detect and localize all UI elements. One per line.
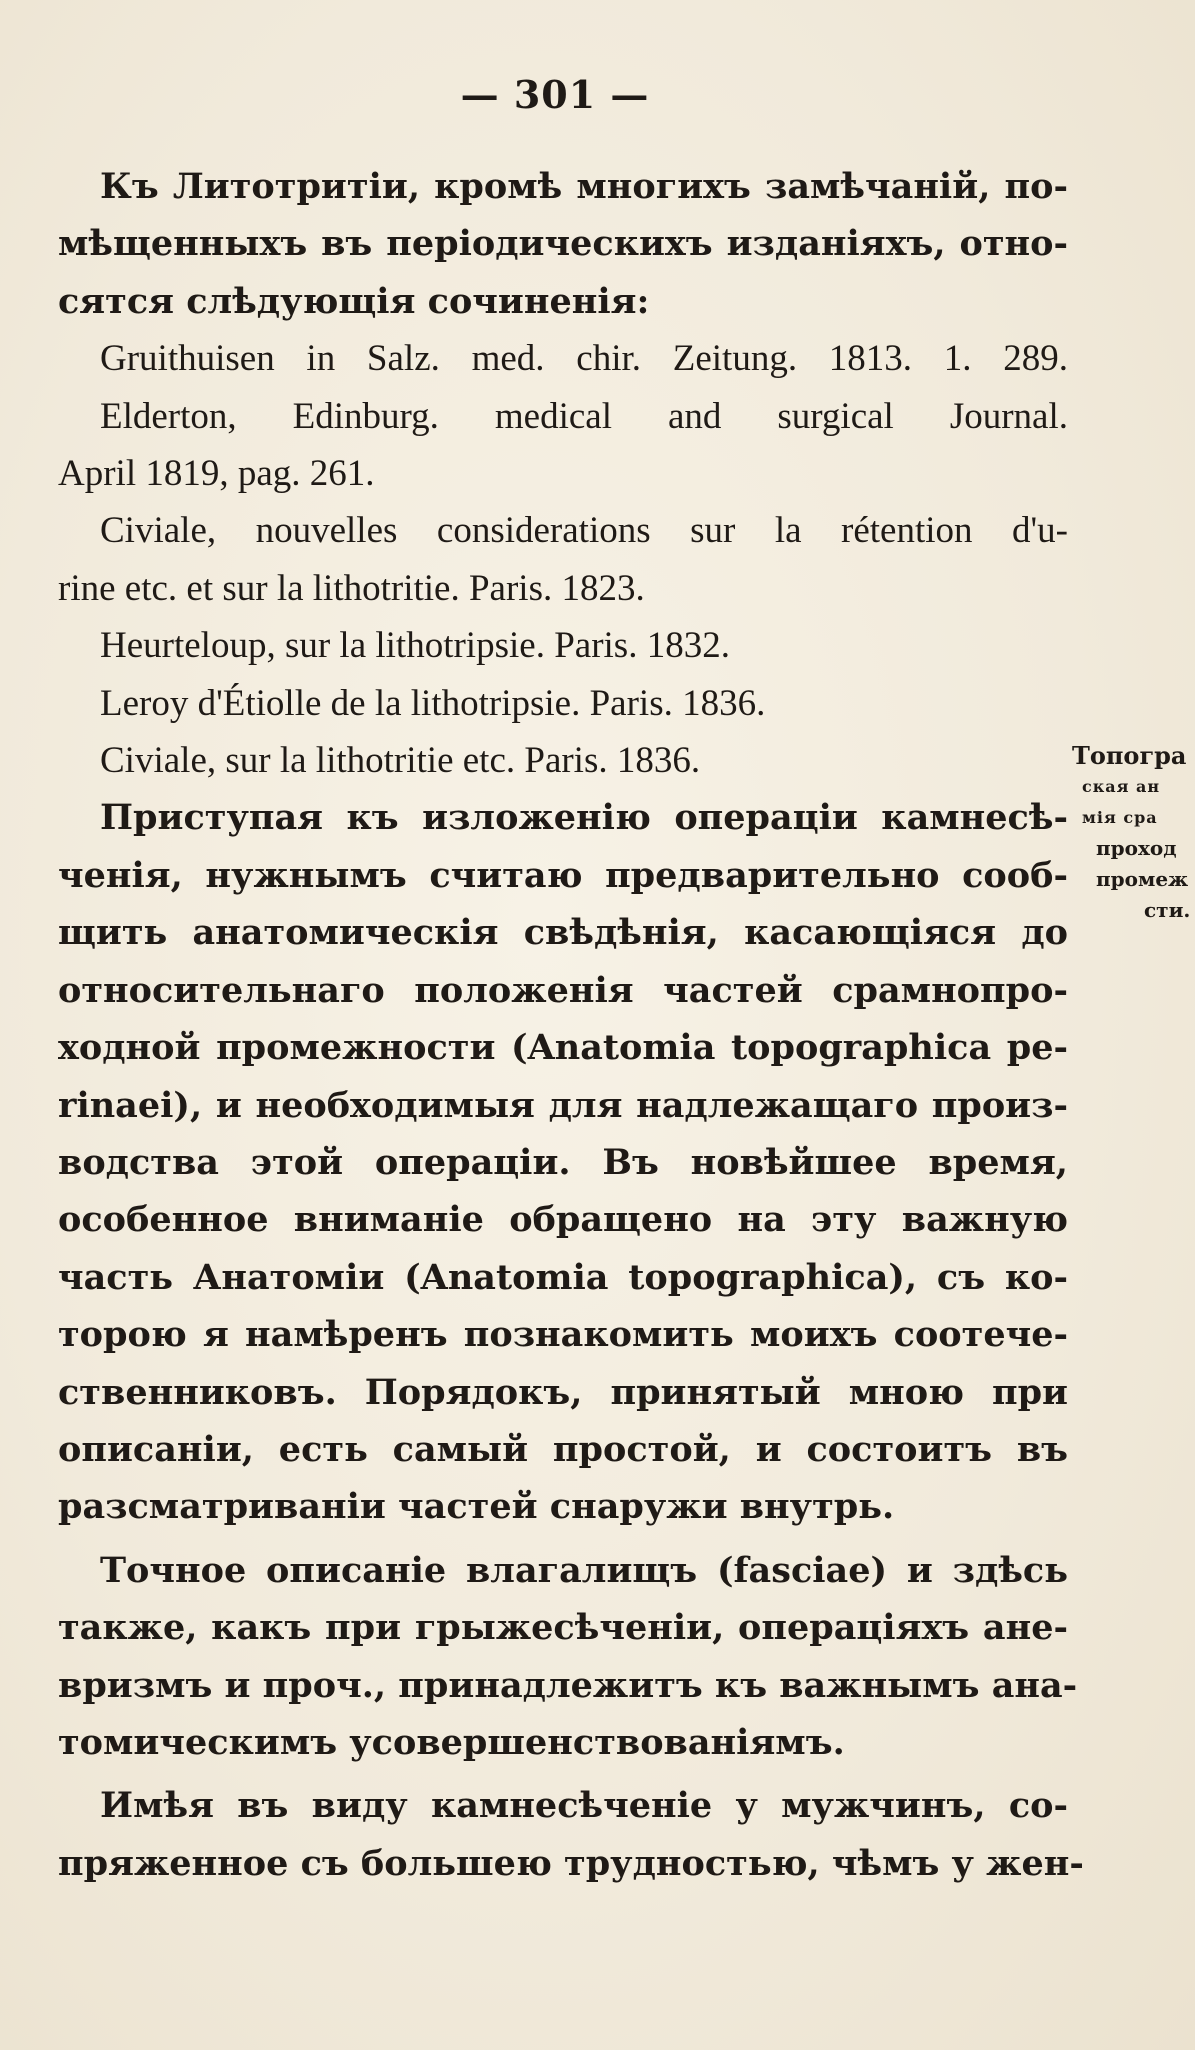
paragraph-lithotomy-men	[58, 1777, 1084, 1892]
text-line: торою я намѣренъ познакомить моихъ соотече-	[58, 1314, 1068, 1356]
text-line: щить анатомическія свѣдѣнія, касающіяся до	[58, 912, 1068, 954]
text-line: Имѣя въ виду камнесѣченіе у мужчинъ, со-	[100, 1785, 1068, 1827]
reference-line: Heurteloup, sur la lithotripsie. Paris. 1832.	[100, 625, 730, 667]
reference-line: Elderton, Edinburg. medical and surgical Journal.	[100, 395, 1068, 437]
margin-note-line: промеж	[1096, 867, 1189, 891]
text-line: ченія, нужнымъ считаю предварительно сооб-	[58, 854, 1068, 896]
text-line: относительнаго положенія частей срамнопро-	[58, 969, 1068, 1011]
text-line: Точное описаніе влагалищъ (fasciae) и здѣсь	[100, 1549, 1068, 1591]
reference-line: Civiale, sur la lithotritie etc. Paris. 1836.	[100, 740, 701, 782]
text-line: водства этой операціи. Въ новѣйшее время,	[58, 1141, 1068, 1183]
text-line: ственниковъ. Порядокъ, принятый мною при	[58, 1371, 1068, 1413]
intro-paragraph	[58, 158, 1068, 330]
text-line: Приступая къ изложенію операціи камнесѣ-	[100, 797, 1068, 839]
text-line: описаніи, есть самый простой, и состоитъ въ	[58, 1428, 1068, 1470]
text-line: вризмъ и проч., принадлежитъ къ важнымъ ана-	[58, 1664, 1078, 1706]
text-line: особенное вниманіе обращено на эту важную	[58, 1199, 1068, 1241]
margin-note-line: проход	[1096, 836, 1177, 860]
text-line: ходной промежности (Anatomia topographica pe-	[58, 1027, 1068, 1069]
margin-note-line: ская ан	[1082, 777, 1161, 796]
text-line: также, какъ при грыжесѣченіи, операціяхъ ане-	[58, 1607, 1068, 1649]
text-line: пряженное съ большею трудностью, чѣмъ у жен-	[58, 1842, 1084, 1884]
reference-line: Gruithuisen in Salz. med. chir. Zeitung. 1813. 1. 289.	[100, 338, 1068, 380]
margin-note-line: сти.	[1144, 898, 1191, 922]
text-line: Къ Литотритіи, кромѣ многихъ замѣчаній, по-	[100, 166, 1068, 207]
paragraph-fasciae	[58, 1542, 1078, 1772]
text-line: сятся слѣдующія сочиненія:	[58, 280, 650, 322]
text-line: мѣщенныхъ въ періодическихъ изданіяхъ, отно-	[58, 223, 1068, 265]
text-line: томическимъ усовершенствованіямъ.	[58, 1721, 845, 1763]
text-line: часть Анатоміи (Anatomia topographica), съ ко-	[58, 1256, 1068, 1298]
margin-note-line: Топогра	[1072, 741, 1187, 770]
references-list	[58, 330, 1068, 789]
margin-note-line: мія срa	[1082, 808, 1158, 827]
main-text	[58, 158, 1084, 1892]
reference-line: April 1819, pag. 261.	[58, 453, 375, 495]
reference-line: Civiale, nouvelles considerations sur la rétention d'u-	[100, 510, 1068, 552]
page-number: — 301 —	[460, 72, 650, 117]
reference-line: rine etc. et sur la lithotritie. Paris. 1823.	[58, 567, 645, 609]
margin-note	[1072, 740, 1195, 926]
paragraph-topography	[58, 789, 1068, 1535]
text-line: rinaei), и необходимыя для надлежащаго произ-	[58, 1084, 1068, 1126]
text-line: разсматриваніи частей снаружи внутрь.	[58, 1486, 895, 1528]
reference-line: Leroy d'Étiolle de la lithotripsie. Paris. 1836.	[100, 682, 766, 724]
